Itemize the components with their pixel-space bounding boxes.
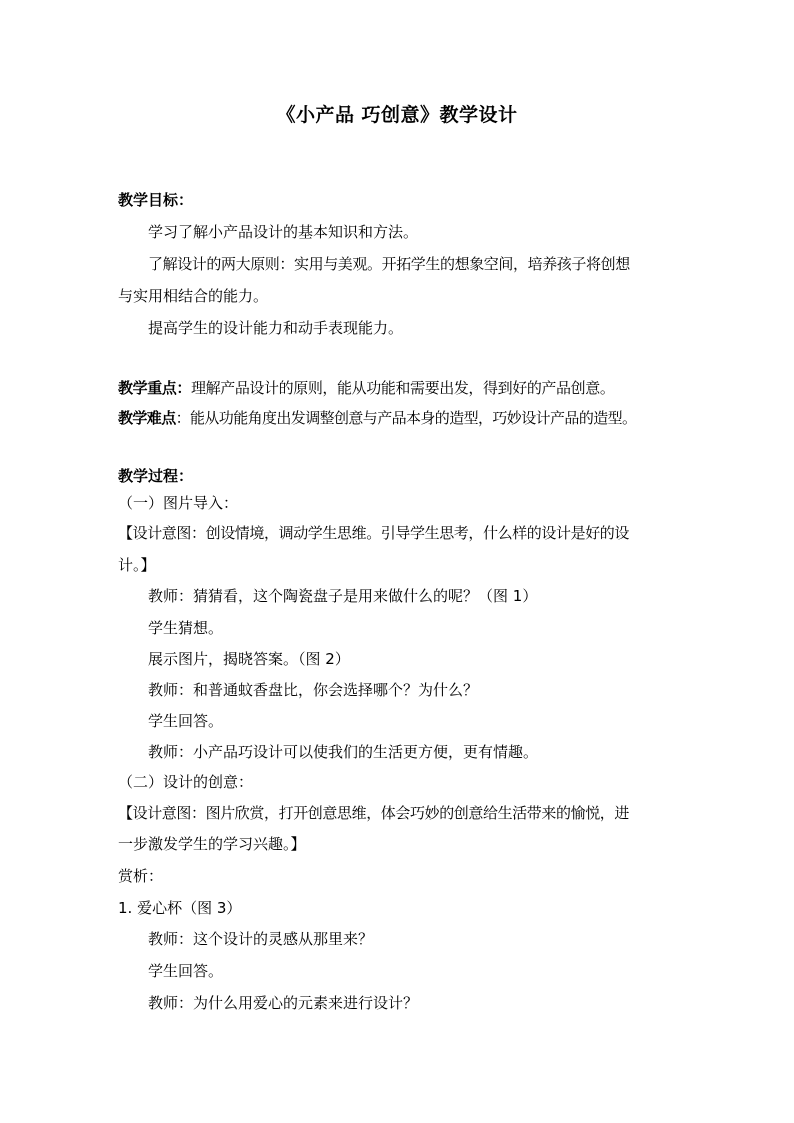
section-1-heading: （一）图片导入： xyxy=(118,494,239,512)
section-1-line: 教师：小产品巧设计可以使我们的生活更方便，更有情趣。 xyxy=(148,743,539,761)
objective-item-2-line-2: 与实用相结合的能力。 xyxy=(118,287,269,305)
objective-item-2-line-1: 了解设计的两大原则：实用与美观。开拓学生的想象空间，培养孩子将创想 xyxy=(148,255,630,273)
difficulty-label: 教学难点 xyxy=(118,409,176,427)
section-2-line: 学生回答。 xyxy=(148,962,224,980)
objective-item-3: 提高学生的设计能力和动手表现能力。 xyxy=(148,319,404,337)
appreciation-item-1: 1. 爱心杯（图 3） xyxy=(118,899,242,917)
section-1-line: 学生回答。 xyxy=(148,712,224,730)
section-1-line: 学生猜想。 xyxy=(148,619,224,637)
section-1-intent-line-1: 【设计意图：创设情境，调动学生思维。引导学生思考，什么样的设计是好的设 xyxy=(118,524,630,542)
section-2-heading: （二）设计的创意： xyxy=(118,773,254,791)
section-2-line: 教师：这个设计的灵感从那里来？ xyxy=(148,930,374,948)
difficulty-text: ：能从功能角度出发调整创意与产品本身的造型，巧妙设计产品的造型。 xyxy=(175,409,637,427)
process-heading: 教学过程： xyxy=(118,467,194,485)
section-2-line: 教师：为什么用爱心的元素来进行设计？ xyxy=(148,994,419,1012)
section-2-intent-line-1: 【设计意图：图片欣赏，打开创意思维，体会巧妙的创意给生活带来的愉悦，进 xyxy=(118,804,630,822)
section-1-line: 展示图片，揭晓答案。（图 2） xyxy=(148,650,350,668)
appreciation-label: 赏析： xyxy=(118,867,164,885)
objectives-heading: 教学目标： xyxy=(118,191,194,209)
objective-item-1: 学习了解小产品设计的基本知识和方法。 xyxy=(148,223,419,241)
key-point-text: 理解产品设计的原则，能从功能和需要出发，得到好的产品创意。 xyxy=(191,379,615,397)
key-point xyxy=(118,378,678,398)
document-title: 《小产品 巧创意》教学设计 xyxy=(276,104,518,126)
difficulty xyxy=(118,408,678,428)
section-1-line: 教师：和普通蚊香盘比，你会选择哪个？为什么？ xyxy=(148,681,479,699)
key-point-label: 教学重点： xyxy=(118,379,192,397)
section-1-intent-line-2: 计。】 xyxy=(118,556,156,574)
section-2-intent-line-2: 一步激发学生的学习兴趣。】 xyxy=(118,835,306,853)
section-1-line: 教师：猜猜看，这个陶瓷盘子是用来做什么的呢？（图 1） xyxy=(148,587,538,605)
